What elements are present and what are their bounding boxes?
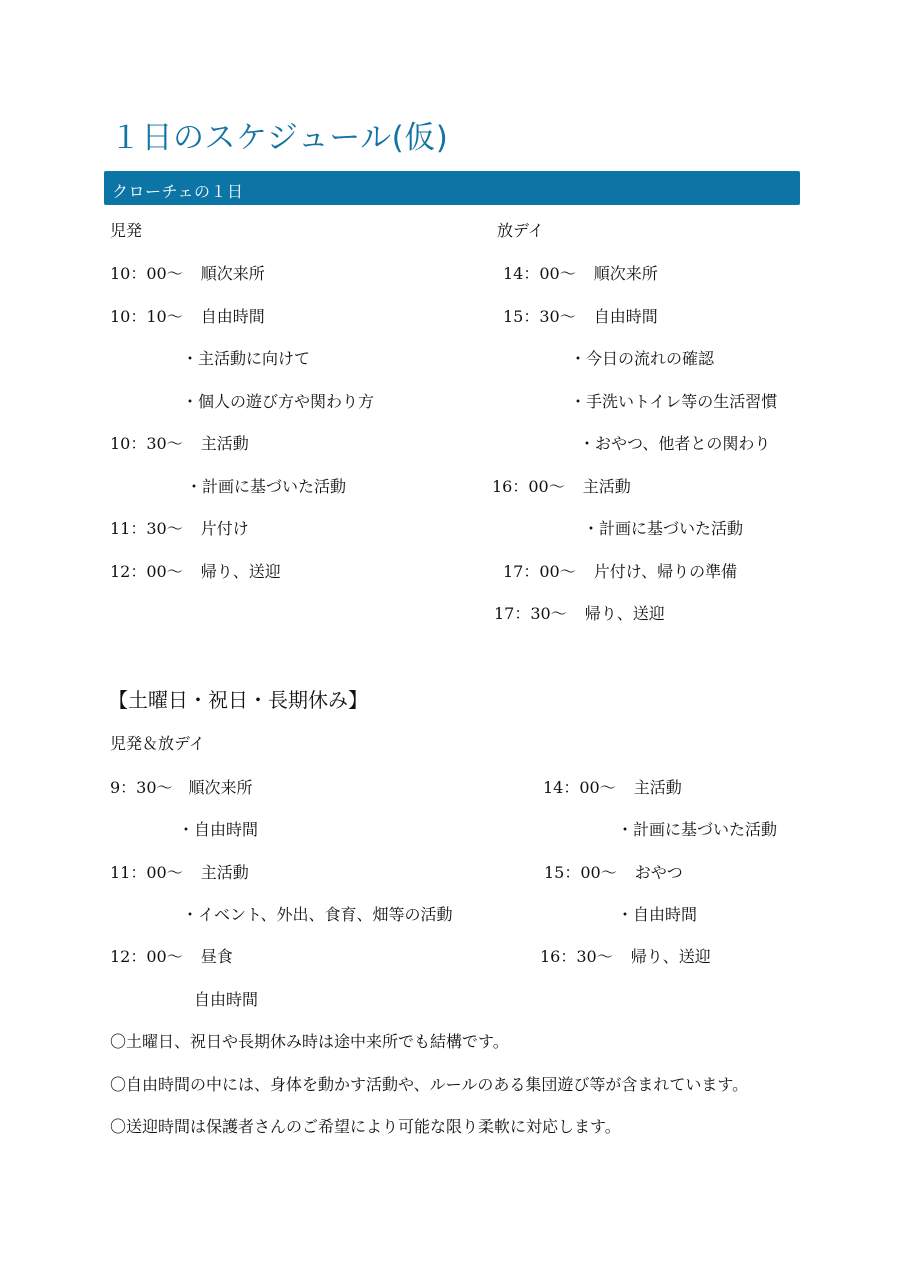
schedule-label: 帰り、送迎 bbox=[630, 947, 711, 966]
schedule-label: 帰り、送迎 bbox=[200, 562, 281, 581]
schedule-label: 自由時間 bbox=[200, 307, 265, 326]
schedule-label: 片付け、帰りの準備 bbox=[593, 562, 738, 581]
schedule-time: 14：00～ bbox=[543, 778, 616, 797]
schedule-label: 自由時間 bbox=[593, 307, 658, 326]
schedule-label: 主活動 bbox=[200, 863, 249, 882]
schedule-label: 順次来所 bbox=[200, 264, 265, 283]
schedule-time: 11：00～ bbox=[110, 863, 183, 882]
schedule-row bbox=[503, 264, 658, 284]
schedule-detail: 自由時間 bbox=[194, 990, 259, 1009]
schedule-label: おやつ bbox=[634, 863, 683, 882]
schedule-row bbox=[492, 477, 631, 497]
schedule-row bbox=[110, 562, 281, 582]
page-title: １日のスケジュール(仮) bbox=[110, 120, 449, 156]
schedule-detail: ・自由時間 bbox=[617, 905, 698, 924]
section-band-label: クローチェの１日 bbox=[112, 182, 244, 201]
schedule-row bbox=[110, 778, 253, 798]
schedule-row bbox=[544, 863, 683, 883]
schedule-detail: ・おやつ、他者との関わり bbox=[579, 434, 771, 453]
schedule-label: 順次来所 bbox=[593, 264, 658, 283]
schedule-time: 10：10～ bbox=[110, 307, 183, 326]
schedule-time: 10：30～ bbox=[110, 434, 183, 453]
schedule-detail: ・計画に基づいた活動 bbox=[583, 519, 744, 538]
schedule-time: 17：30～ bbox=[494, 604, 567, 623]
schedule-row bbox=[110, 434, 249, 454]
schedule-row bbox=[110, 264, 265, 284]
schedule-time: 14：00～ bbox=[503, 264, 576, 283]
note-line: 〇土曜日、祝日や長期休み時は途中来所でも結構です。 bbox=[110, 1032, 509, 1051]
schedule-row bbox=[110, 947, 233, 967]
note-line: 〇自由時間の中には、身体を動かす活動や、ルールのある集団遊び等が含まれています。 bbox=[110, 1075, 749, 1094]
schedule-row bbox=[503, 562, 737, 582]
schedule-detail: ・計画に基づいた活動 bbox=[186, 477, 347, 496]
section-band bbox=[104, 171, 800, 205]
schedule-time: 15：30～ bbox=[503, 307, 576, 326]
schedule-time: 12：00～ bbox=[110, 947, 183, 966]
schedule-row bbox=[494, 604, 665, 624]
note-line: 〇送迎時間は保護者さんのご希望により可能な限り柔軟に対応します。 bbox=[110, 1117, 621, 1136]
schedule-detail: ・手洗いトイレ等の生活習慣 bbox=[570, 392, 778, 411]
schedule-time: 12：00～ bbox=[110, 562, 183, 581]
holiday-subheading: 児発＆放デイ bbox=[110, 734, 205, 753]
schedule-detail: ・自由時間 bbox=[178, 820, 259, 839]
schedule-detail: ・計画に基づいた活動 bbox=[617, 820, 778, 839]
schedule-time: 16：30～ bbox=[540, 947, 613, 966]
weekday-right-heading: 放デイ bbox=[497, 221, 544, 240]
schedule-label: 昼食 bbox=[200, 947, 233, 966]
schedule-row bbox=[503, 307, 658, 327]
schedule-label: 主活動 bbox=[200, 434, 249, 453]
weekday-left-heading: 児発 bbox=[110, 221, 143, 240]
schedule-row bbox=[540, 947, 711, 967]
schedule-time: 10：00～ bbox=[110, 264, 183, 283]
schedule-time: 16：00～ bbox=[492, 477, 565, 496]
schedule-row bbox=[110, 863, 249, 883]
schedule-label: 主活動 bbox=[633, 778, 682, 797]
schedule-detail: ・イベント、外出、食育、畑等の活動 bbox=[182, 905, 453, 924]
schedule-label: 順次来所 bbox=[188, 778, 253, 797]
schedule-time: 15：00～ bbox=[544, 863, 617, 882]
schedule-time: 17：00～ bbox=[503, 562, 576, 581]
schedule-row bbox=[110, 519, 249, 539]
schedule-detail: ・主活動に向けて bbox=[182, 349, 311, 368]
schedule-detail: ・今日の流れの確認 bbox=[570, 349, 715, 368]
schedule-detail: ・個人の遊び方や関わり方 bbox=[182, 392, 375, 411]
holiday-heading: 【土曜日・祝日・長期休み】 bbox=[108, 688, 368, 712]
schedule-row bbox=[110, 307, 265, 327]
schedule-label: 帰り、送迎 bbox=[584, 604, 665, 623]
schedule-label: 片付け bbox=[200, 519, 249, 538]
schedule-label: 主活動 bbox=[582, 477, 631, 496]
schedule-time: 9：30～ bbox=[110, 778, 173, 797]
schedule-time: 11：30～ bbox=[110, 519, 183, 538]
schedule-row bbox=[543, 778, 682, 798]
